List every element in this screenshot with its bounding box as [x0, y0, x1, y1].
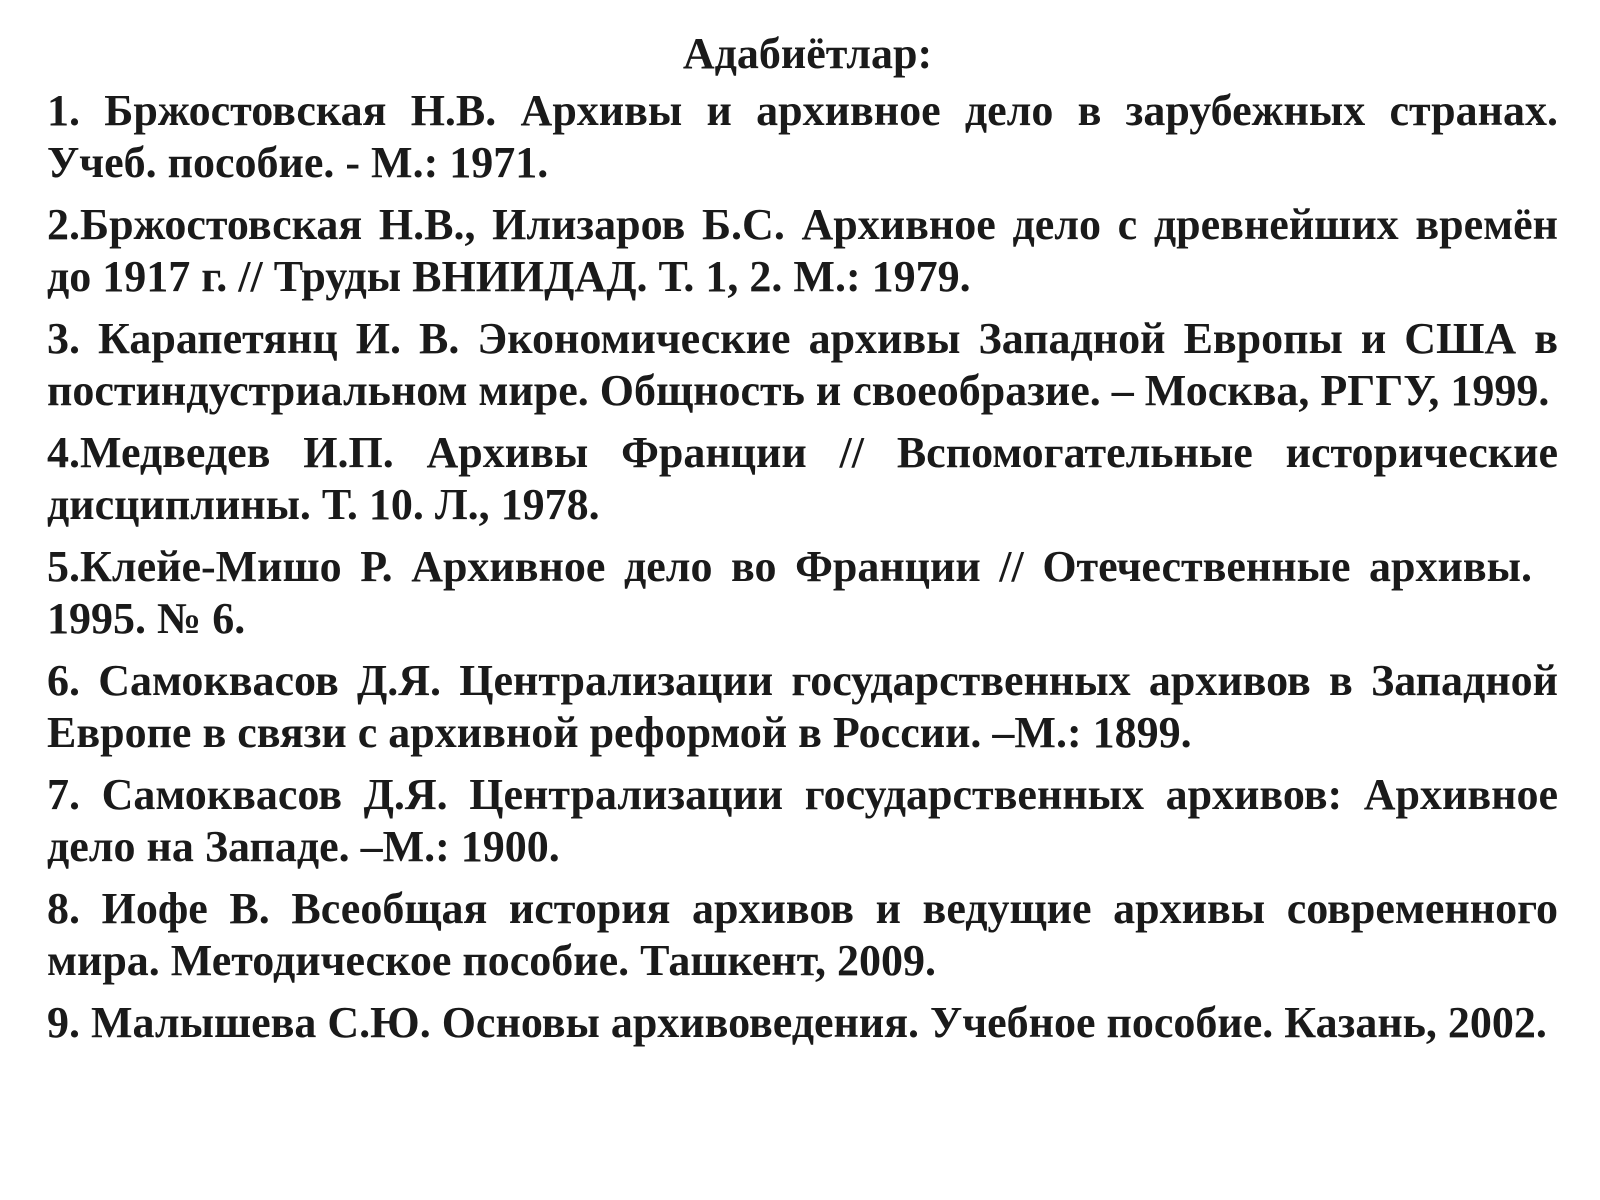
document-page	[47, 28, 1558, 1059]
reference-item-7: 7. Самоквасов Д.Я. Централизации государственных архивов: Архивное дело на Западе. –М.: 1900.	[47, 769, 1558, 871]
reference-list	[47, 85, 1558, 1049]
reference-item-6: 6. Самоквасов Д.Я. Централизации государственных архивов в Западной Европе в связи с архивной реформой в России. –М.: 1899.	[47, 655, 1558, 757]
reference-item-5: 5.Клейе-Мишо Р. Архивное дело во Франции // Отечественные архивы. 1995. № 6.	[47, 541, 1532, 643]
page-title: Адабиётлар:	[682, 29, 933, 78]
reference-item-8: 8. Иофе В. Всеобщая история архивов и ведущие архивы современного мира. Методическое пособие. Ташкент, 2009.	[47, 883, 1558, 985]
reference-item-9: 9. Малышева С.Ю. Основы архивоведения. Учебное пособие. Казань, 2002.	[47, 997, 1547, 1047]
reference-item-4: 4.Медведев И.П. Архивы Франции // Вспомогательные исторические дисциплины. Т. 10. Л., 1978.	[47, 427, 1558, 529]
reference-item-3: 3. Карапетянц И. В. Экономические архивы Западной Европы и США в постиндустриальном мире. Общность и своеобразие. – Москва, РГГУ, 1999.	[47, 313, 1558, 415]
reference-item-2: 2.Бржостовская Н.В., Илизаров Б.С. Архивное дело с древнейших времён до 1917 г. // Труды ВНИИДАД. Т. 1, 2. М.: 1979.	[47, 199, 1558, 301]
reference-item-1: 1. Бржостовская Н.В. Архивы и архивное дело в зарубежных странах. Учеб. пособие. - М.: 1971.	[47, 85, 1558, 187]
